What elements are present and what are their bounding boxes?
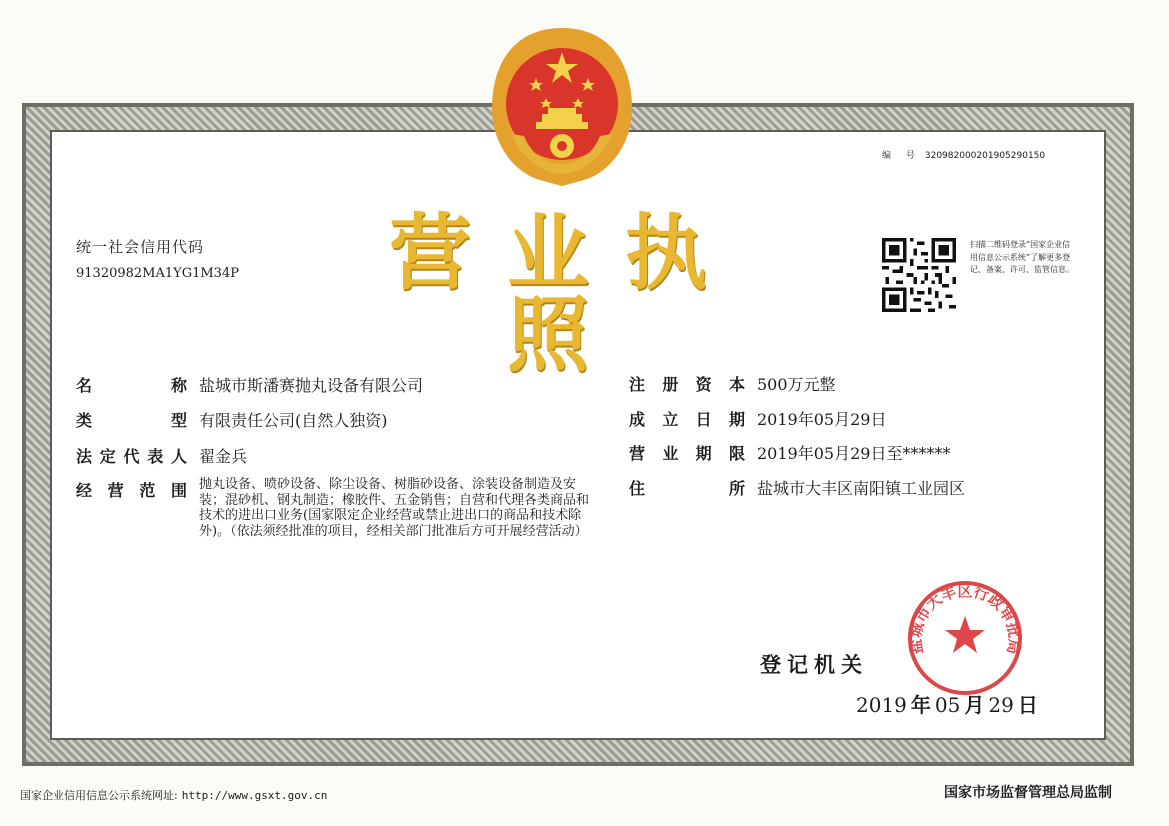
- field-value: 翟金兵: [199, 447, 248, 466]
- field-value: 2019年05月29日至******: [757, 444, 951, 463]
- issue-day: 29: [988, 693, 1014, 717]
- field-label: 名称: [76, 376, 187, 395]
- serial-label: 编 号: [882, 151, 921, 161]
- field-label: 成立日期: [629, 410, 745, 429]
- serial-number: [882, 148, 1045, 161]
- serial-value: 320982000201905290150: [924, 151, 1046, 161]
- field-established: [629, 407, 886, 430]
- field-legal-rep: [76, 444, 247, 467]
- field-term: [629, 441, 950, 464]
- seal-text: 盐城市大丰区行政审批局: [906, 581, 1024, 656]
- field-label: 注册资本: [629, 375, 745, 394]
- field-label: 住所: [629, 479, 745, 498]
- field-value: 盐城市斯潘赛抛丸设备有限公司: [199, 376, 424, 395]
- field-label: 营业期限: [629, 444, 745, 463]
- credit-code-label: 统一社会信用代码: [76, 238, 205, 256]
- license-title: 营业执照: [388, 206, 743, 383]
- field-label: 法定代表人: [76, 447, 187, 466]
- issue-month: 05: [934, 693, 961, 717]
- official-seal: [905, 578, 1025, 698]
- footer-site: [20, 787, 327, 803]
- issue-year: 2019: [856, 693, 907, 717]
- field-label: 类型: [76, 411, 187, 430]
- field-value: 盐城市大丰区南阳镇工业园区: [757, 479, 966, 498]
- field-address: [629, 476, 965, 499]
- field-type: [76, 408, 388, 431]
- field-value: 500万元整: [757, 375, 836, 394]
- field-label: 经营范围: [76, 481, 187, 500]
- day-char: 日: [1017, 693, 1038, 717]
- business-scope: 抛丸设备、喷砂设备、除尘设备、树脂砂设备、涂装设备制造及安装；混砂机、钢丸制造；橡胶件、五金销售；自营和代理各类商品和技术的进出口业务(国家限定企业经营或禁止进出口的商品和技术除外)。（依法须经批准的项目，经相关部门批准后方可开展经营活动）: [199, 477, 590, 539]
- field-value: 有限责任公司(自然人独资): [199, 411, 388, 430]
- year-char: 年: [910, 693, 931, 717]
- field-name: [76, 373, 423, 396]
- national-emblem: [488, 24, 636, 188]
- field-scope: [76, 478, 187, 501]
- footer-site-url: http://www.gsxt.gov.cn: [181, 789, 328, 802]
- registration-authority: 登记机关: [760, 653, 868, 677]
- qr-code: [882, 238, 956, 312]
- footer-site-label: 国家企业信用信息公示系统网址:: [20, 789, 178, 802]
- credit-code-value: 91320982MA1YG1M34P: [76, 266, 239, 281]
- month-char: 月: [964, 693, 985, 717]
- qr-instruction: 扫描二维码登录“国家企业信用信息公示系统”了解更多登记、备案、许可、监管信息。: [970, 240, 1074, 274]
- field-capital: [629, 372, 836, 395]
- footer-supervisor: 国家市场监督管理总局监制: [944, 785, 1112, 801]
- field-value: 2019年05月29日: [757, 410, 887, 429]
